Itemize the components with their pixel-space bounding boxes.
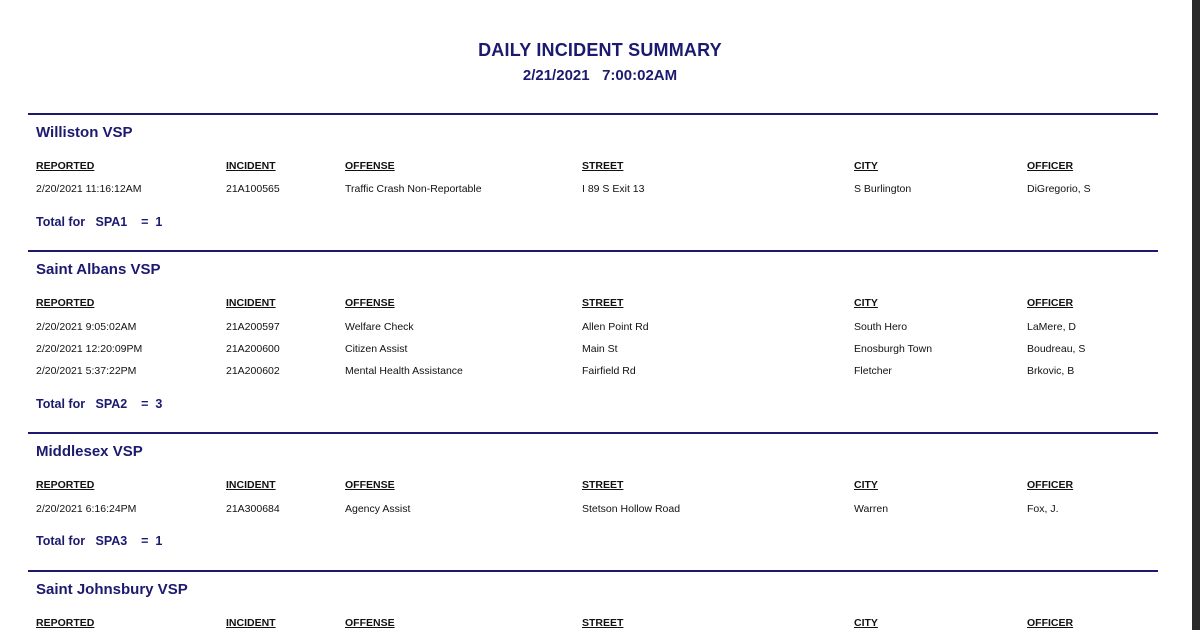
section-title: Williston VSP xyxy=(36,124,133,141)
section-saint-albans xyxy=(28,250,1158,425)
cell-offense: Mental Health Assistance xyxy=(345,365,463,377)
cell-incident: 21A200600 xyxy=(226,343,280,355)
cell-reported: 2/20/2021 6:16:24PM xyxy=(36,503,137,515)
section-williston xyxy=(28,113,1158,243)
cell-officer: Boudreau, S xyxy=(1027,343,1086,355)
col-header-city: CITY xyxy=(854,297,878,309)
cell-city: Warren xyxy=(854,503,889,515)
col-header-incident: INCIDENT xyxy=(226,617,276,629)
section-title: Middlesex VSP xyxy=(36,443,143,460)
cell-incident: 21A200597 xyxy=(226,321,280,333)
cell-reported: 2/20/2021 11:16:12AM xyxy=(36,183,142,195)
col-header-street: STREET xyxy=(582,297,624,309)
section-divider xyxy=(28,432,1158,434)
cell-city: Enosburgh Town xyxy=(854,343,933,355)
cell-reported: 2/20/2021 9:05:02AM xyxy=(36,321,137,333)
cell-officer: LaMere, D xyxy=(1027,321,1077,333)
cell-officer: DiGregorio, S xyxy=(1027,183,1091,195)
col-header-incident: INCIDENT xyxy=(226,479,276,491)
cell-street: Allen Point Rd xyxy=(582,321,649,333)
col-header-offense: OFFENSE xyxy=(345,160,395,172)
section-total: Total for SPA1 = 1 xyxy=(36,215,163,229)
cell-offense: Traffic Crash Non-Reportable xyxy=(345,183,482,195)
col-header-street: STREET xyxy=(582,617,624,629)
col-header-incident: INCIDENT xyxy=(226,297,276,309)
col-header-reported: REPORTED xyxy=(36,297,95,309)
cell-reported: 2/20/2021 5:37:22PM xyxy=(36,365,137,377)
col-header-officer: OFFICER xyxy=(1027,297,1074,309)
cell-offense: Agency Assist xyxy=(345,503,411,515)
col-header-city: CITY xyxy=(854,479,878,491)
col-header-reported: REPORTED xyxy=(36,160,95,172)
cell-reported: 2/20/2021 12:20:09PM xyxy=(36,343,143,355)
col-header-city: CITY xyxy=(854,617,878,629)
col-header-incident: INCIDENT xyxy=(226,160,276,172)
cell-street: Stetson Hollow Road xyxy=(582,503,681,515)
col-header-offense: OFFENSE xyxy=(345,479,395,491)
cell-city: Fletcher xyxy=(854,365,892,377)
report-title: DAILY INCIDENT SUMMARY xyxy=(478,40,722,60)
cell-street: Main St xyxy=(582,343,618,355)
cell-officer: Fox, J. xyxy=(1027,503,1059,515)
col-header-officer: OFFICER xyxy=(1027,160,1074,172)
col-header-reported: REPORTED xyxy=(36,479,95,491)
cell-officer: Brkovic, B xyxy=(1027,365,1075,377)
page-edge-strip xyxy=(1192,0,1200,630)
col-header-city: CITY xyxy=(854,160,878,172)
col-header-officer: OFFICER xyxy=(1027,617,1074,629)
report-datetime: 2/21/2021 7:00:02AM xyxy=(522,67,678,84)
section-title: Saint Johnsbury VSP xyxy=(36,581,188,598)
section-divider xyxy=(28,250,1158,252)
col-header-street: STREET xyxy=(582,479,624,491)
cell-incident: 21A100565 xyxy=(226,183,280,195)
col-header-officer: OFFICER xyxy=(1027,479,1074,491)
cell-offense: Citizen Assist xyxy=(345,343,408,355)
cell-street: I 89 S Exit 13 xyxy=(582,183,645,195)
col-header-street: STREET xyxy=(582,160,624,172)
cell-offense: Welfare Check xyxy=(345,321,414,333)
col-header-offense: OFFENSE xyxy=(345,617,395,629)
section-saint-johnsbury xyxy=(28,570,1158,630)
col-header-offense: OFFENSE xyxy=(345,297,395,309)
col-header-reported: REPORTED xyxy=(36,617,95,629)
section-total: Total for SPA3 = 1 xyxy=(36,534,163,548)
section-total: Total for SPA2 = 3 xyxy=(36,397,163,411)
cell-street: Fairfield Rd xyxy=(582,365,636,377)
cell-city: South Hero xyxy=(854,321,908,333)
cell-city: S Burlington xyxy=(854,183,912,195)
cell-incident: 21A300684 xyxy=(226,503,280,515)
section-divider xyxy=(28,113,1158,115)
section-middlesex xyxy=(28,432,1158,562)
section-divider xyxy=(28,570,1158,572)
section-title: Saint Albans VSP xyxy=(36,261,161,278)
cell-incident: 21A200602 xyxy=(226,365,280,377)
